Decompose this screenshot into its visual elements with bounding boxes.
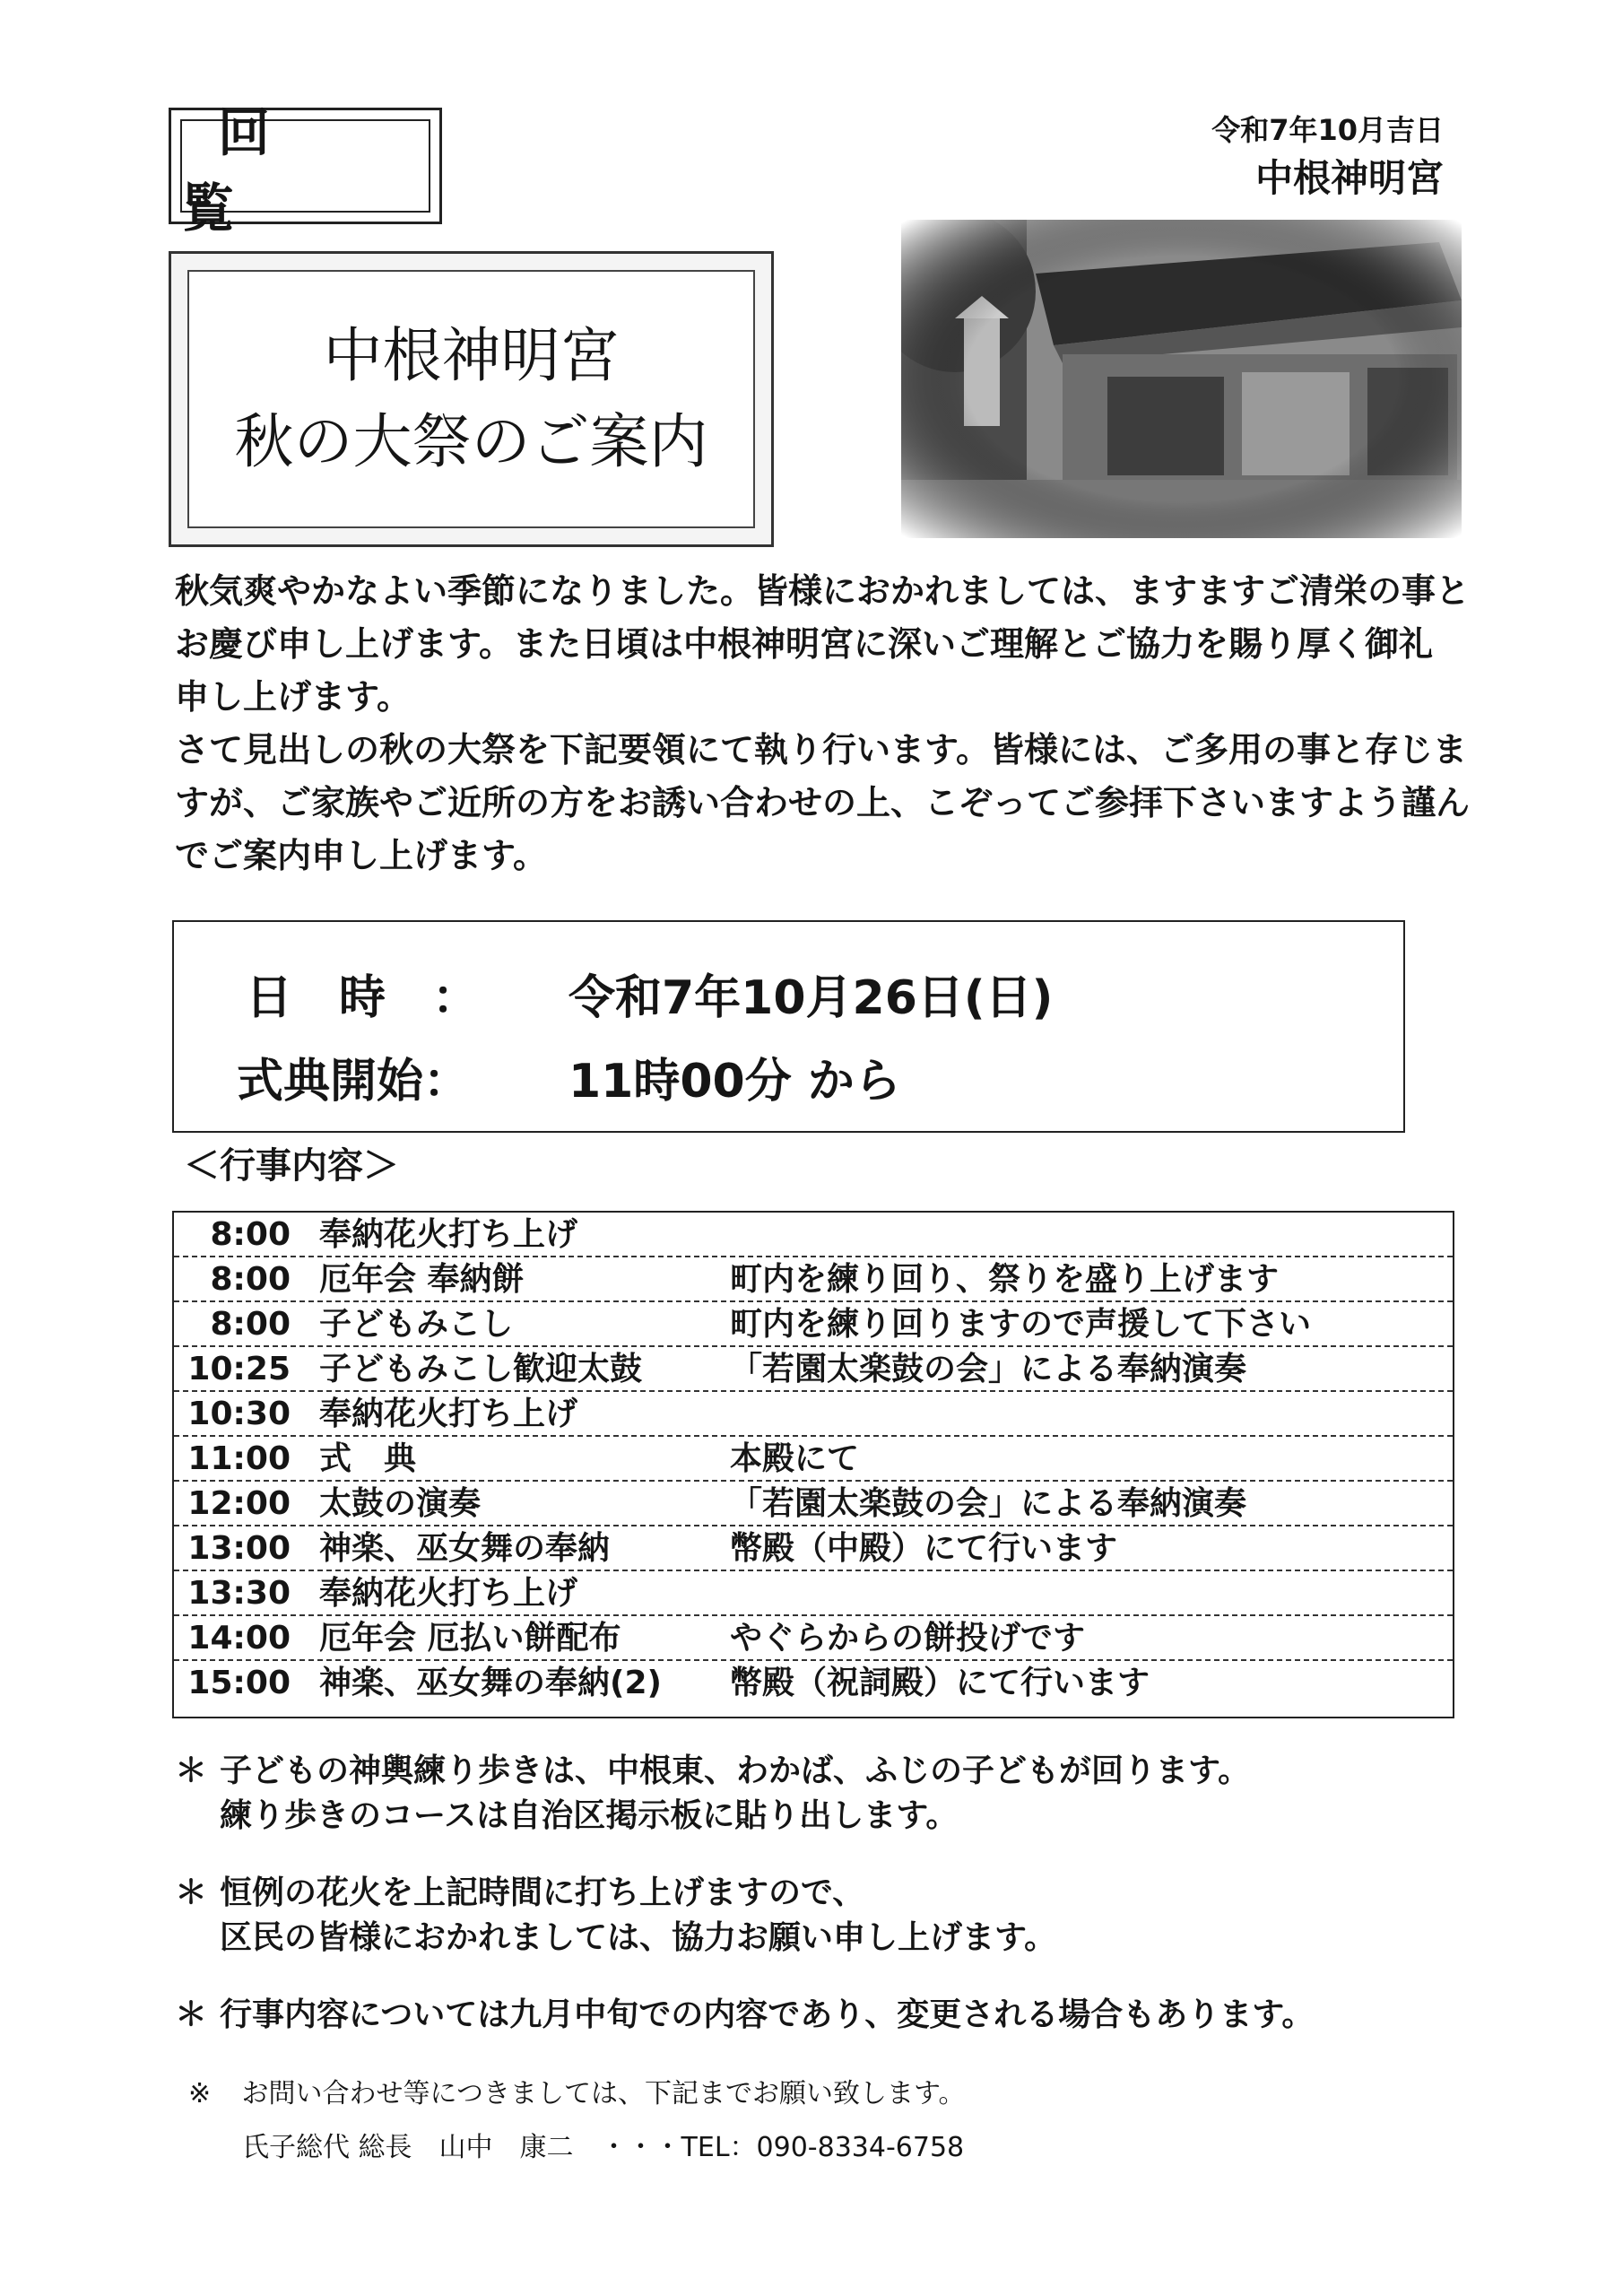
event-time: 12:00 [187,1485,291,1522]
note-item [175,1749,1475,1839]
table-row [174,1302,1453,1347]
note-line: 子どもの神輿練り歩きは、中根東、わかば、ふじの子どもが回ります。 [220,1752,1251,1789]
note-line: 恒例の花火を上記時間に打ち上げますので、 [220,1874,865,1911]
table-row [174,1392,1453,1437]
shrine-photo [901,220,1462,538]
event-name: 奉納花火打ち上げ [319,1575,578,1612]
title-line-2: 秋の大祭のご案内 [234,407,708,476]
event-name: 子どもみこし [319,1306,514,1343]
event-time: 10:25 [187,1351,291,1387]
event-name: 神楽、巫女舞の奉納 [319,1530,611,1567]
event-time: 10:30 [187,1396,291,1432]
circular-box [169,102,442,239]
event-note: 町内を練り回りますので声援して下さい [730,1306,1312,1343]
shrine-name: 中根神明宮 [1254,156,1444,200]
date-value: 令和7年10月26日(日) [568,971,1054,1025]
event-note: 町内を練り回り、祭りを盛り上げます [730,1261,1280,1298]
asterisk-mark: ＊ [175,1996,208,2033]
event-name: 太鼓の演奏 [319,1485,482,1522]
event-name: 奉納花火打ち上げ [319,1216,578,1253]
note-line: 行事内容については九月中旬での内容であり、変更される場合もあります。 [220,1996,1315,2033]
asterisk-mark: ＊ [175,1752,208,1789]
intro-paragraph-1: 秋気爽やかなよい季節になりました。皆様におかれましては、ますますご清栄の事と お慶び申し上げます。また日頃は中根神明宮に深いご理解とご協力を賜り厚く御礼 申し上げます。 [175,571,1471,717]
note-line: 練り歩きのコースは自治区掲示板に貼り出します。 [220,1797,959,1834]
table-row [174,1616,1453,1661]
circular-label: 回 覧 [180,119,430,213]
event-time: 14:00 [187,1620,291,1657]
event-time: 11:00 [187,1440,291,1477]
title-frame [169,251,774,547]
intro-text [175,565,1475,883]
event-time: 13:30 [187,1575,291,1612]
table-row [174,1347,1453,1392]
event-info-box [172,920,1405,1133]
notes [175,1749,1475,2070]
inquiry-text: お問い合わせ等につきましては、下記までお願い致します。 [241,2078,966,2109]
start-value: 11時00分 から [568,1055,901,1109]
event-note: 「若園太楽鼓の会」による奉納演奏 [730,1351,1247,1387]
table-row [174,1661,1453,1706]
event-time: 8:00 [210,1216,291,1253]
event-name: 神楽、巫女舞の奉納(2) [319,1665,662,1701]
note-line: 区民の皆様におかれましては、協力お願い申し上げます。 [220,1919,1057,1956]
event-time: 8:00 [210,1306,291,1343]
table-row [174,1257,1453,1302]
events-heading: ＜行事内容＞ [184,1145,399,1187]
event-time: 13:00 [187,1530,291,1567]
table-row [174,1437,1453,1482]
start-label: 式典開始： [237,1055,471,1109]
event-time: 15:00 [187,1665,291,1701]
event-name: 奉納花火打ち上げ [319,1396,578,1432]
asterisk-mark: ＊ [175,1874,208,1911]
intro-paragraph-2: さて見出しの秋の大祭を下記要領にて執り行います。皆様には、ご多用の事と存じますが、ご家族やご近所の方をお誘い合わせの上、こぞってご参拝下さいますよう謹んでご案内申し上げます。 [175,730,1471,875]
table-row [174,1571,1453,1616]
contact-info: 氏子総代 総長 山中 康二 ・・・TEL：090-8334-6758 [242,2132,965,2163]
event-time: 8:00 [210,1261,291,1298]
event-name: 厄年会 奉納餅 [319,1261,525,1298]
event-note: 「若園太楽鼓の会」による奉納演奏 [730,1485,1247,1522]
note-item [175,1993,1475,2038]
contact-footer [188,2067,966,2175]
table-row [174,1213,1453,1257]
event-name: 式 典 [319,1440,417,1477]
event-note: 幣殿（祝詞殿）にて行います [730,1665,1150,1701]
table-row [174,1482,1453,1526]
schedule-table [172,1211,1454,1718]
date-label: 日 時 ： [246,971,480,1025]
event-name: 厄年会 厄払い餅配布 [319,1620,621,1657]
event-name: 子どもみこし歓迎太鼓 [319,1351,643,1387]
event-note: やぐらからの餅投げです [730,1620,1086,1657]
event-note: 本殿にて [730,1440,860,1477]
reference-mark: ※ [188,2078,212,2109]
issue-date: 令和7年10月吉日 [1211,113,1444,147]
table-row [174,1526,1453,1571]
event-note: 幣殿（中殿）にて行います [730,1530,1118,1567]
title-line-1: 中根神明宮 [323,321,620,390]
note-item [175,1871,1475,1961]
